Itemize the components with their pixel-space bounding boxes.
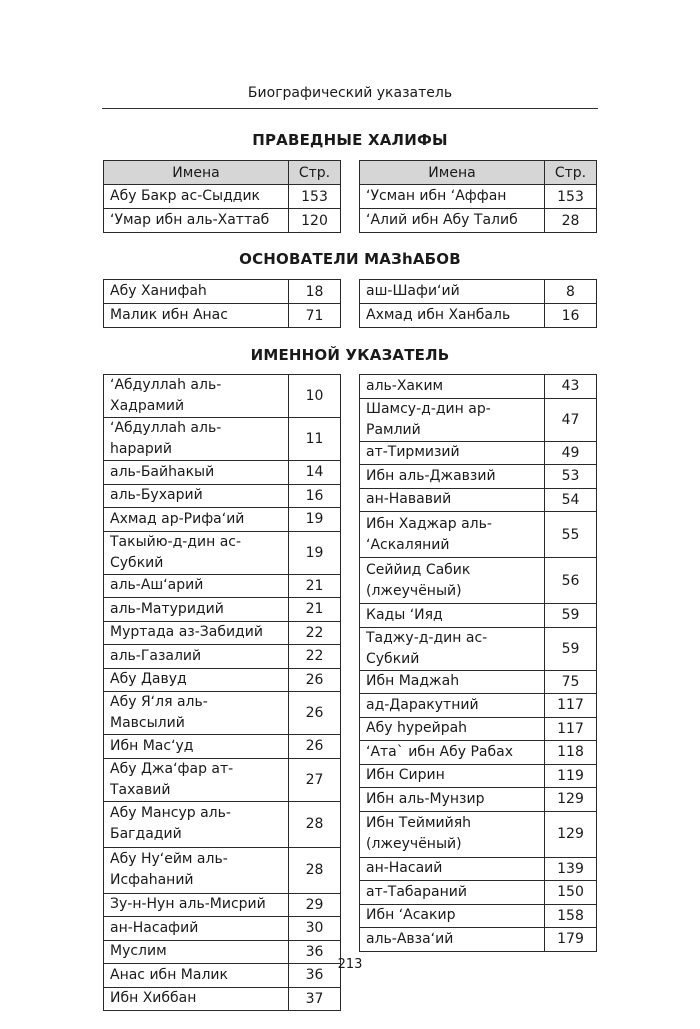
table-row xyxy=(360,741,597,765)
entry-page: 21 xyxy=(289,574,341,598)
column-header-name: Имена xyxy=(104,161,289,185)
entry-name: Абу hурейраh xyxy=(360,717,545,741)
entry-page: 150 xyxy=(545,881,597,905)
entry-page: 11 xyxy=(289,418,341,461)
table-row xyxy=(104,508,341,532)
entry-name: Ибн Хаджар аль-ʻАскаляний xyxy=(360,512,545,558)
entry-page: 36 xyxy=(289,964,341,988)
entry-name: Абу Нуʻейм аль-Исфаhаний xyxy=(104,847,289,893)
entry-page: 28 xyxy=(289,801,341,847)
column-header-name: Имена xyxy=(360,161,545,185)
table-row xyxy=(104,801,341,847)
table-row xyxy=(104,574,341,598)
entry-page: 28 xyxy=(289,847,341,893)
table-row xyxy=(360,488,597,512)
table-row xyxy=(360,512,597,558)
entry-name: ат-Тирмизий xyxy=(360,441,545,465)
entry-name: аль-Ашʻарий xyxy=(104,574,289,598)
entry-page: 153 xyxy=(545,185,597,209)
table-row xyxy=(360,441,597,465)
entry-name: Абу Яʻля аль-Мавсылий xyxy=(104,692,289,735)
entry-page: 139 xyxy=(545,857,597,881)
table-row xyxy=(104,598,341,622)
entry-name: ʻАта` ибн Абу Рабах xyxy=(360,741,545,765)
entry-name: Ибн ʻАсакир xyxy=(360,904,545,928)
entry-page: 59 xyxy=(545,604,597,628)
entry-name: ʻУмар ибн аль-Хаттаб xyxy=(104,209,289,233)
entry-name: аль-Хаким xyxy=(360,375,545,399)
entry-name: Ибн Масʻуд xyxy=(104,735,289,759)
entry-name: Абу Ханифаh xyxy=(104,280,289,304)
table-row xyxy=(104,758,341,801)
entry-page: 22 xyxy=(289,621,341,645)
entry-name: ан-Нававий xyxy=(360,488,545,512)
entry-page: 26 xyxy=(289,735,341,759)
entry-name: Анас ибн Малик xyxy=(104,964,289,988)
section-title-caliphs: ПРАВЕДНЫЕ ХАЛИФЫ xyxy=(252,131,448,149)
table-row xyxy=(104,735,341,759)
page-number: 213 xyxy=(337,957,363,972)
table-row xyxy=(360,465,597,489)
table-row xyxy=(360,904,597,928)
entry-name: Ибн Маджаh xyxy=(360,670,545,694)
table-row xyxy=(360,627,597,670)
entry-page: 54 xyxy=(545,488,597,512)
entry-page: 119 xyxy=(545,764,597,788)
entry-page: 53 xyxy=(545,465,597,489)
table-row xyxy=(360,185,597,209)
entry-name: Шамсу-д-дин ар-Рамлий xyxy=(360,398,545,441)
entry-name: Таджу-д-дин ас-Субкий xyxy=(360,627,545,670)
entry-name: Сеййид Сабик (лжеучёный) xyxy=(360,558,545,604)
entry-name: Абу Джаʻфар ат-Тахавий xyxy=(104,758,289,801)
entry-page: 117 xyxy=(545,694,597,718)
table-row xyxy=(104,418,341,461)
table-row xyxy=(104,531,341,574)
entry-page: 19 xyxy=(289,508,341,532)
name-index-table-left xyxy=(103,374,341,1011)
table-row xyxy=(104,917,341,941)
header-rule xyxy=(102,108,598,109)
table-row xyxy=(104,987,341,1011)
entry-name: ʻУсман ибн ʻАффан xyxy=(360,185,545,209)
entry-name: ат-Табараний xyxy=(360,881,545,905)
table-row xyxy=(360,398,597,441)
table-row xyxy=(360,717,597,741)
entry-name: Ахмад ар-Рифаʻий xyxy=(104,508,289,532)
entry-page: 18 xyxy=(289,280,341,304)
column-header-page: Стр. xyxy=(289,161,341,185)
entry-page: 120 xyxy=(289,209,341,233)
entry-name: ʻАбдуллаh аль-Хадрамий xyxy=(104,375,289,418)
entry-page: 59 xyxy=(545,627,597,670)
caliphs-table-left xyxy=(103,160,341,233)
entry-name: ан-Насафий xyxy=(104,917,289,941)
entry-name: Муртада аз-Забидий xyxy=(104,621,289,645)
entry-page: 14 xyxy=(289,461,341,485)
entry-page: 55 xyxy=(545,512,597,558)
table-row xyxy=(104,185,341,209)
section-title-name-index: ИМЕННОЙ УКАЗАТЕЛЬ xyxy=(250,346,450,364)
table-row xyxy=(104,484,341,508)
founders-table-right xyxy=(359,279,597,328)
entry-name: Ибн аль-Джавзий xyxy=(360,465,545,489)
entry-page: 118 xyxy=(545,741,597,765)
entry-page: 47 xyxy=(545,398,597,441)
entry-page: 43 xyxy=(545,375,597,399)
entry-name: аль-Матуридий xyxy=(104,598,289,622)
table-row xyxy=(104,847,341,893)
table-row xyxy=(360,670,597,694)
founders-table-left xyxy=(103,279,341,328)
entry-page: 129 xyxy=(545,788,597,812)
entry-name: ан-Насаий xyxy=(360,857,545,881)
entry-page: 19 xyxy=(289,531,341,574)
table-row xyxy=(360,304,597,328)
section-title-founders: ОСНОВАТЕЛИ МАЗhАБОВ xyxy=(239,250,461,268)
entry-page: 117 xyxy=(545,717,597,741)
entry-name: Ахмад ибн Ханбаль xyxy=(360,304,545,328)
entry-name: Зу-н-Нун аль-Мисрий xyxy=(104,893,289,917)
entry-name: ʻАлий ибн Абу Талиб xyxy=(360,209,545,233)
entry-page: 29 xyxy=(289,893,341,917)
table-row xyxy=(104,304,341,328)
entry-page: 49 xyxy=(545,441,597,465)
entry-page: 27 xyxy=(289,758,341,801)
entry-name: ʻАбдуллаh аль-hарарий xyxy=(104,418,289,461)
table-row xyxy=(104,692,341,735)
table-row xyxy=(360,209,597,233)
entry-name: Абу Бакр ас-Сыддик xyxy=(104,185,289,209)
running-header: Биографический указатель xyxy=(247,85,453,101)
entry-name: Ибн Сирин xyxy=(360,764,545,788)
entry-page: 10 xyxy=(289,375,341,418)
table-row xyxy=(360,857,597,881)
name-index-table-right xyxy=(359,374,597,952)
entry-name: Такыйю-д-дин ас-Субкий xyxy=(104,531,289,574)
table-row xyxy=(360,604,597,628)
table-row xyxy=(360,558,597,604)
entry-name: ад-Даракутний xyxy=(360,694,545,718)
entry-page: 153 xyxy=(289,185,341,209)
entry-page: 37 xyxy=(289,987,341,1011)
table-row xyxy=(104,375,341,418)
table-row xyxy=(360,375,597,399)
entry-name: Абу Давуд xyxy=(104,668,289,692)
entry-page: 22 xyxy=(289,645,341,669)
entry-name: аль-Бухарий xyxy=(104,484,289,508)
entry-page: 129 xyxy=(545,811,597,857)
entry-page: 36 xyxy=(289,940,341,964)
entry-name: аль-Байhакый xyxy=(104,461,289,485)
table-row xyxy=(360,928,597,952)
entry-page: 16 xyxy=(289,484,341,508)
entry-name: Ибн Хиббан xyxy=(104,987,289,1011)
table-row xyxy=(360,788,597,812)
column-header-page: Стр. xyxy=(545,161,597,185)
entry-name: Кады ʻИяд xyxy=(360,604,545,628)
table-row xyxy=(104,621,341,645)
table-row xyxy=(360,280,597,304)
entry-page: 21 xyxy=(289,598,341,622)
entry-name: Ибн Теймийяh (лжеучёный) xyxy=(360,811,545,857)
entry-page: 26 xyxy=(289,692,341,735)
table-row xyxy=(360,694,597,718)
entry-name: аль-Авзаʻий xyxy=(360,928,545,952)
entry-name: аль-Газалий xyxy=(104,645,289,669)
entry-page: 16 xyxy=(545,304,597,328)
entry-name: Ибн аль-Мунзир xyxy=(360,788,545,812)
entry-page: 8 xyxy=(545,280,597,304)
entry-page: 56 xyxy=(545,558,597,604)
table-row xyxy=(104,280,341,304)
table-row xyxy=(360,881,597,905)
table-row xyxy=(104,645,341,669)
caliphs-table-right xyxy=(359,160,597,233)
table-row xyxy=(360,764,597,788)
entry-page: 158 xyxy=(545,904,597,928)
entry-page: 71 xyxy=(289,304,341,328)
entry-name: аш-Шафиʻий xyxy=(360,280,545,304)
entry-page: 75 xyxy=(545,670,597,694)
table-row xyxy=(104,893,341,917)
entry-name: Абу Мансур аль-Багдадий xyxy=(104,801,289,847)
table-row xyxy=(360,811,597,857)
table-row xyxy=(104,461,341,485)
entry-page: 30 xyxy=(289,917,341,941)
table-row xyxy=(104,668,341,692)
entry-page: 179 xyxy=(545,928,597,952)
entry-name: Малик ибн Анас xyxy=(104,304,289,328)
table-row xyxy=(104,209,341,233)
entry-page: 26 xyxy=(289,668,341,692)
entry-name: Муслим xyxy=(104,940,289,964)
entry-page: 28 xyxy=(545,209,597,233)
